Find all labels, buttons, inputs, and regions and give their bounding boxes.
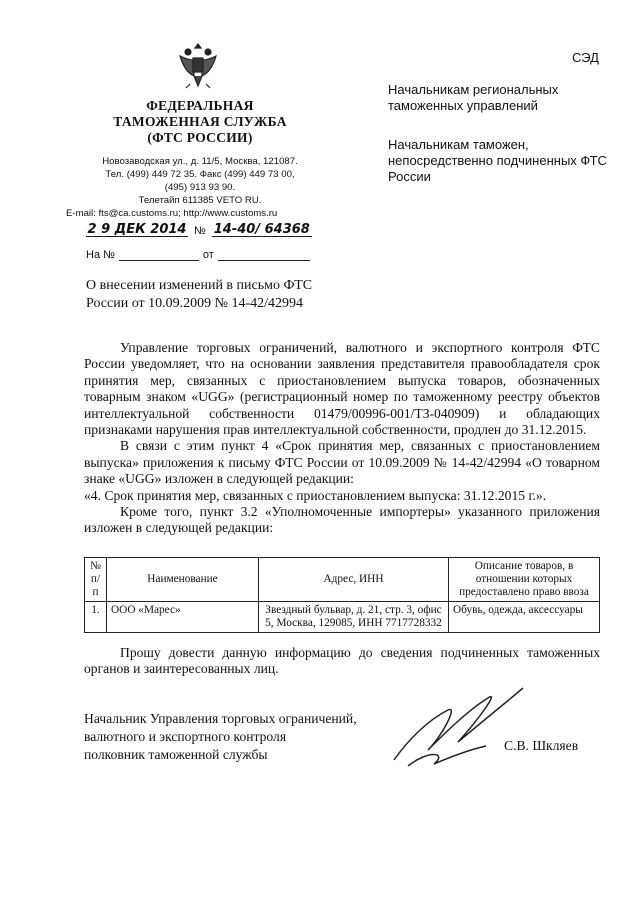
cell-address: Звездный бульвар, д. 21, стр. 3, офис 5, Москва, 129085, ИНН 7717728332 <box>259 602 449 633</box>
closing-paragraph <box>84 645 600 678</box>
signer-name: С.В. Шкляев <box>504 738 579 753</box>
closing-text: Прошу довести данную информацию до сведения подчиненных таможенных органов и заинтересованных лиц. <box>84 645 600 677</box>
ref-date-blank <box>218 246 310 261</box>
organization-title <box>100 98 300 146</box>
org-line-1: ФЕДЕРАЛЬНАЯ <box>146 98 254 113</box>
table-header-row <box>85 558 600 602</box>
addressee-regional: Начальникам региональных таможенных управлений <box>388 82 559 113</box>
phone-2: (495) 913 93 90. <box>164 182 236 193</box>
sed-label: СЭД <box>572 50 599 65</box>
telex: Телетайп 611385 VETO RU. <box>138 195 262 206</box>
signer-line-3: полковник таможенной службы <box>84 747 268 762</box>
header-name: Наименование <box>107 558 259 602</box>
body-paragraph-4: Кроме того, пункт 3.2 «Уполномоченные импортеры» указанного приложения изложен в следующей редакции: <box>84 504 600 536</box>
coat-of-arms-icon <box>176 40 220 92</box>
ref-number-blank <box>119 246 199 261</box>
table-row <box>85 602 600 633</box>
letter-body <box>84 340 600 537</box>
ref-label: На № <box>86 249 115 261</box>
signer-block <box>84 710 404 764</box>
addressee-customs: Начальникам таможен, непосредственно подчиненных ФТС России <box>388 137 607 184</box>
importers-table <box>84 557 600 633</box>
signer-line-2: валютного и экспортного контроля <box>84 729 287 744</box>
header-address: Адрес, ИНН <box>259 558 449 602</box>
address: Новозаводская ул., д. 11/5, Москва, 121087. <box>102 156 298 167</box>
header-number: № п/п <box>85 558 107 602</box>
date-number-line <box>86 222 312 237</box>
cell-description: Обувь, одежда, аксессуары <box>449 602 600 633</box>
header-description: Описание товаров, в отношении которых предоставлено право ввоза <box>449 558 600 602</box>
cell-number: 1. <box>85 602 107 633</box>
ref-from-label: от <box>202 249 214 261</box>
email: E-mail: fts@ca.customs.ru; http://www.customs.ru <box>66 208 278 219</box>
number-label: № <box>194 225 206 237</box>
body-paragraph-1: Управление торговых ограничений, валютного и экспортного контроля ФТС России уведомляет, что на основании заявления представителя правообладателя срок принятия мер, связанных с приостановлением выпуска товаров, обозначенных товарным знаком «UGG» (регистрационный номер по таможенному реестру объектов интеллектуальной собственности 01479/00996-001/ТЗ-040909) и обладающих признаками нарушения прав интеллектуальной собственности, продлен до 31.12.2015. <box>84 340 600 438</box>
date-handwritten: 2 9 ДЕК 2014 <box>87 222 187 237</box>
signer-line-1: Начальник Управления торговых ограничений, <box>84 711 357 726</box>
organization-contacts <box>66 155 320 220</box>
number-handwritten: 14-40/ 64368 <box>213 222 310 237</box>
handwritten-signature <box>388 680 528 775</box>
org-line-3: (ФТС РОССИИ) <box>147 130 253 145</box>
reference-line <box>86 246 310 261</box>
cell-name: ООО «Марес» <box>107 602 259 633</box>
subject: О внесении изменений в письмо ФТС России от 10.09.2009 № 14-42/42994 <box>86 278 313 311</box>
body-paragraph-3: «4. Срок принятия мер, связанных с приостановлением выпуска: 31.12.2015 г.». <box>84 487 547 503</box>
org-line-2: ТАМОЖЕННАЯ СЛУЖБА <box>113 114 287 129</box>
phone: Тел. (499) 449 72 35. Факс (499) 449 73 00, <box>105 169 295 180</box>
body-paragraph-2: В связи с этим пункт 4 «Срок принятия мер, связанных с приостановлением выпуска» приложения к письму ФТС России от 10.09.2009 № 14-42/42994 «О товарном знаке «UGG» изложен в следующей редакции: <box>84 438 600 487</box>
